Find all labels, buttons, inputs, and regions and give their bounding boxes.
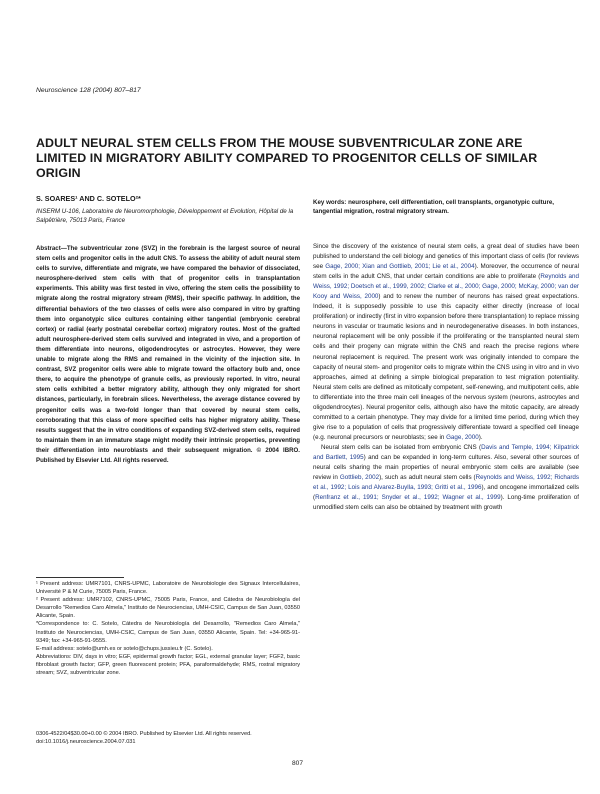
authors: S. SOARES¹ AND C. SOTELO²* — [36, 194, 141, 203]
copyright-line: 0306-4522/04$30.00+0.00 © 2004 IBRO. Published by Elsevier Ltd. All rights reserved. — [36, 731, 252, 737]
body-paragraph — [313, 443, 579, 513]
footnote-divider — [36, 577, 124, 578]
citation-link[interactable]: Gage, 2000; Xian and Gottlieb, 2001; Lie et al., 2004 — [325, 263, 475, 271]
keywords: Key words: neurosphere, cell differentiation, cell transplants, organotypic culture, tangential migration, rostral migratory stream. — [313, 199, 555, 216]
affiliation: INSERM U-106, Laboratoire de Neuromorphologie, Développement et Evolution, Hôpital de la Salpêtrière, 75013 Paris, France — [36, 208, 294, 225]
body-text-run: ) and can be expanded in long-term cultures. Also, several other sources of neural cells sharing the main properties of neural embryonic stem cells are available (see review in — [313, 453, 580, 482]
article-title: ADULT NEURAL STEM CELLS FROM THE MOUSE SUBVENTRICULAR ZONE ARE LIMITED IN MIGRATORY ABILITY COMPARED TO PROGENITOR CELLS OF SIMILAR ORIGIN — [36, 136, 538, 180]
copyright-block — [36, 730, 566, 747]
citation-link[interactable]: Reynolds and Weiss, 1992; Richards et al., 1992; Lois and Alvarez-Buylla, 1993; Gritti et al., 1996 — [313, 474, 579, 492]
citation-link[interactable]: Reynolds and Weiss, 1992; Doetsch et al., 1999, 2002; Clarke et al., 2000; Gage, 2000; McKay, 2000; van der Kooy and Weiss, 2000 — [313, 273, 579, 301]
body-text-run: ) and to renew the number of neurons has raised great expectations. Indeed, it is supposedly possible to use this capacity either directly (increase of local proliferation) or indirectly (first in vitro expansion before there transplantation) to replace missing neurons in vascular or traumatic lesions and in neurodegenerative diseases. In both instances, neuronal replacement will be only possible if the proliferating or the transplanted neural stem cells and their progeny can migrate within the CNS and reach the precise regions where neuronal replacement is required. The present work was originally intended to compare the capacity of neural stem- and progenitor cells to migrate within the CNS using in vitro and in vivo approaches, aimed at defining a simple biological preparation to test migration potentiality. Neural stem cells are defined as mitotically competent, self-renewing, and multipotent cells, able to differentiate into the three main cell lineages of the nervous system (neurons, astrocytes and oligodendrocytes). Neural progenitor cells, although also have the mitotic capacity, are already committed to a certain phenotype. They may divide for a limited time period, during which they give rise to a population of cells that progressively differentiate toward a specified cell lineage (e.g. neuronal precursors or neuroblasts; see in — [313, 293, 579, 441]
body-text-run: ), such as adult neural stem cells ( — [379, 474, 476, 482]
footnotes — [36, 580, 300, 677]
email-note: E-mail address: sotelo@umh.es or sotelo@chups.jussieu.fr (C. Sotelo). — [36, 645, 213, 652]
citation-link[interactable]: Gage, 2000 — [446, 433, 479, 441]
abstract: Abstract—The subventricular zone (SVZ) in the forebrain is the largest source of neural stem cells and progenitor cells in the adult CNS. To assess the ability of adult neural stem cells to survive, differentiate and migrate, we have compared the behavior of dissociated, neurosphere-derived stem cells with that of progenitor cells in transplantation experiments. This ability was first tested in vivo, offering the stem cells the possibility to migrate along the rostral migratory stream (RMS), their specific pathway. In addition, the differential behaviors of the two classes of cells were also compared in vitro by grafting them into organotypic slice cultures containing either tangential (embryonic cerebral cortex) or radial (early postnatal cerebellar cortex) migratory routes. Most of the grafted adult neurosphere-derived stem cells survived and integrated in vivo, and a proportion of them differentiate into neurons, oligodendrocytes or astrocytes. However, they were unable to migrate along the RMS and remained in the vicinity of the injection site. In contrast, SVZ progenitor cells were able to migrate toward the olfactory bulb and, once there, to acquire the phenotype of granule cells, as previously reported. In vitro, neural stem cells exhibited a better migratory ability, although they only migrated for short distances, particularly, in forebrain slices. Nevertheless, the average distance covered by progenitor cells was a two-fold longer than that covered by neural stem cells, corroborating that this class of more specified cells has higher migratory ability. These results suggest that the in vitro conditions of expanding SVZ-derived stem cells, required to maintain them in an immature stage might modify their intrinsic properties, preventing their differentiation into neuroblasts and their subsequent migration. © 2004 IBRO. Published by Elsevier Ltd. All rights reserved. — [36, 245, 300, 464]
abbreviations-note: Abbreviations: DIV, days in vitro; EGF, epidermal growth factor; EGL, external granular layer; FGF2, basic fibroblast growth factor; GFP, green fluorescent protein; PFA, paraformaldehyde; RMS, rostral migratory stream; SVZ, subventricular zone. — [36, 653, 300, 677]
doi-line[interactable]: doi:10.1016/j.neuroscience.2004.07.031 — [36, 739, 136, 746]
citation-link[interactable]: Gottlieb, 2002 — [339, 474, 380, 482]
body-text-run: Since the discovery of the existence of neural stem cells, a great deal of studies have been published to understand the cell biology and genetics of this important class of cells (for reviews see — [313, 243, 579, 271]
citation-link[interactable]: Renfranz et al., 1991; Snyder et al., 1992; Wagner et al., 1999 — [315, 494, 501, 502]
footnote-1: ¹ Present address: UMR7101, CNRS-UPMC, Laboratoire de Neurobiologie des Signaux Intercellulaires, Université P & M Curie, 75005 Paris, France. — [36, 581, 300, 596]
journal-citation: Neuroscience 128 (2004) 807–817 — [36, 87, 141, 94]
citation-link[interactable]: Davis and Temple, 1994; Kilpatrick and Bartlett, 1995 — [313, 443, 579, 461]
body-paragraph — [313, 242, 579, 443]
page-number: 807 — [292, 760, 304, 767]
body-text — [313, 242, 579, 513]
body-text-run: ). Moreover, the occurrence of neural stem cells in the adult CNS, that under certain conditions are able to proliferate ( — [313, 263, 579, 281]
footnote-2: ² Present address: UMR7102, CNRS-UPMC, 75005 Paris, France, and Cátedra de Neurobiología del Desarrollo "Remedios Caro Almela," Instituto de Neurociencias, UMH-CSIC, Campus de San Juan, 03550 Alicante, Spain. — [36, 597, 300, 620]
correspondence-note: *Correspondence to: C. Sotelo, Cátedra de Neurobiología del Desarrollo, "Remedios Caro Almela," Instituto de Neurociencias, UMH-CSIC, Campus de San Juan, 03550 Alicante, Spain. Tel: +34-965-91-9349; fax: +34-965-91-9555. — [36, 621, 300, 644]
body-text-run: Neural stem cells can be isolated from embryonic CNS ( — [321, 443, 482, 451]
body-text-run: ). Long-time proliferation of unmodified stem cells can also be obtained by treatment with growth — [313, 494, 579, 512]
body-text-run: ), and oncogene immortalized cells ( — [313, 484, 580, 502]
body-text-run: ). — [478, 433, 483, 441]
